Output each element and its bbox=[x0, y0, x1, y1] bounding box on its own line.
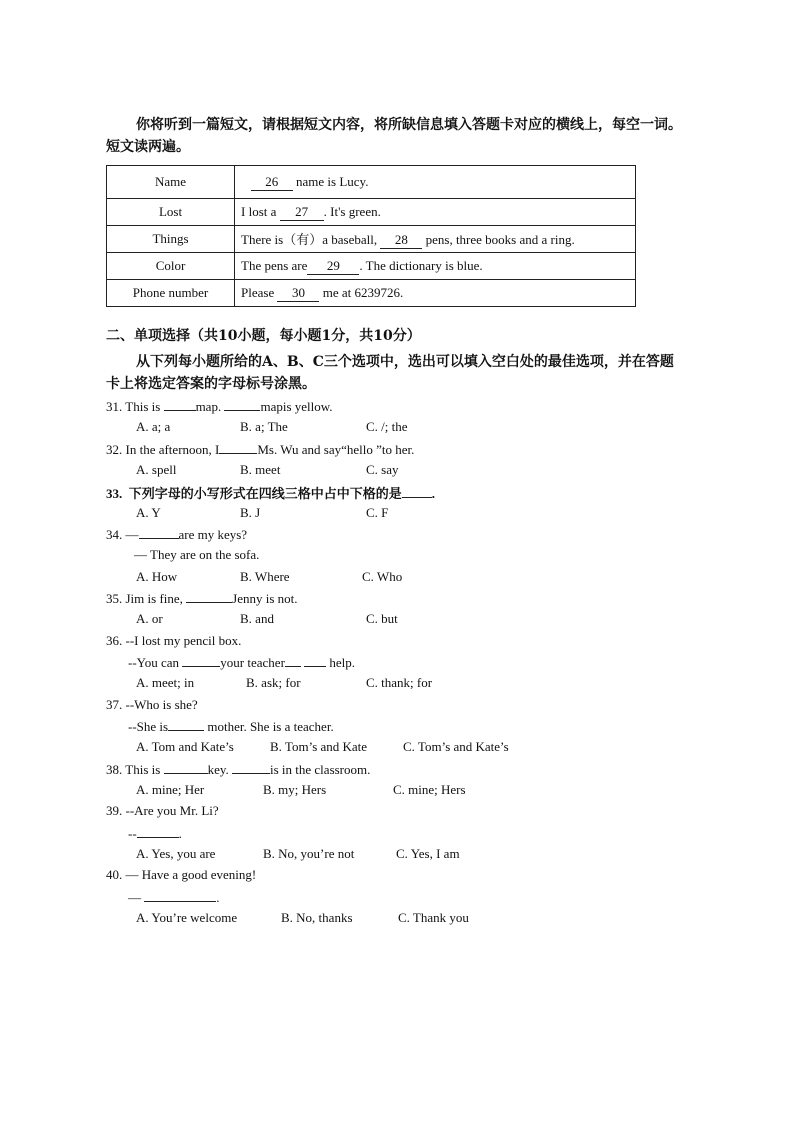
question-35: 35. Jim is fine, Jenny is not. bbox=[106, 591, 298, 606]
question-37-line-2: --She is mother. She is a teacher. bbox=[128, 719, 334, 734]
answer-blank[interactable] bbox=[139, 526, 179, 539]
instruction-line-1: 从下列每小题所给的A、B、C三个选项中，选出可以填入空白处的最佳选项，并在答题 bbox=[136, 354, 674, 370]
question-40-line-2: — . bbox=[128, 890, 220, 905]
question-39-line-2: -- . bbox=[128, 826, 182, 841]
question-32: 32. In the afternoon, I Ms. Wu and say“hello ”to her. bbox=[106, 442, 415, 457]
row-key: Color bbox=[107, 253, 235, 280]
question-31: 31. This is map. mapis yellow. bbox=[106, 399, 333, 414]
instruction-line-2: 卡上将选定答案的字母标号涂黑。 bbox=[106, 376, 316, 392]
answer-blank[interactable] bbox=[224, 398, 260, 411]
option-a[interactable]: A. spell bbox=[136, 462, 177, 477]
option-a[interactable]: A. a; a bbox=[136, 419, 171, 434]
option-b[interactable]: B. Where bbox=[240, 569, 290, 584]
row-value: The pens are 29 . The dictionary is blue. bbox=[235, 253, 636, 280]
answer-blank[interactable] bbox=[304, 654, 326, 667]
option-b[interactable]: B. Tom’s and Kate bbox=[270, 739, 368, 754]
question-36: 36. --I lost my pencil box. bbox=[106, 633, 242, 648]
option-c[interactable]: C. Thank you bbox=[398, 910, 469, 925]
row-key: Phone number bbox=[107, 280, 235, 307]
row-value: I lost a 27 . It's green. bbox=[235, 199, 636, 226]
option-c[interactable]: C. F bbox=[366, 505, 389, 520]
section-title: 二、单项选择（共10小题，每小题1分，共10分） bbox=[106, 328, 421, 344]
answer-blank[interactable] bbox=[285, 654, 301, 667]
row-key: Name bbox=[107, 166, 235, 199]
option-b[interactable]: B. a; The bbox=[240, 419, 288, 434]
row-value: Please 30 me at 6239726. bbox=[235, 280, 636, 307]
option-a[interactable]: A. mine; Her bbox=[136, 782, 205, 797]
option-b[interactable]: B. ask; for bbox=[246, 675, 301, 690]
answer-blank[interactable] bbox=[164, 761, 208, 774]
section-instructions bbox=[106, 351, 696, 395]
answer-blank[interactable] bbox=[137, 825, 179, 838]
option-b[interactable]: B. J bbox=[240, 505, 261, 520]
question-37: 37. --Who is she? bbox=[106, 697, 198, 712]
option-b[interactable]: B. my; Hers bbox=[263, 782, 327, 797]
row-value: There is（有）a baseball, 28 pens, three books and a ring. bbox=[235, 226, 636, 253]
answer-blank[interactable] bbox=[144, 889, 216, 902]
question-34: 34. — are my keys? bbox=[106, 527, 248, 542]
info-table bbox=[106, 165, 636, 307]
question-39: 39. --Are you Mr. Li? bbox=[106, 803, 219, 818]
answer-blank-29[interactable]: 29 bbox=[307, 258, 359, 275]
table-row bbox=[107, 280, 636, 307]
table-row bbox=[107, 166, 636, 199]
option-c[interactable]: C. Tom’s and Kate’s bbox=[403, 739, 509, 754]
option-b[interactable]: B. and bbox=[240, 611, 274, 626]
option-a[interactable]: A. meet; in bbox=[136, 675, 195, 690]
option-a[interactable]: A. How bbox=[136, 569, 178, 584]
answer-blank[interactable] bbox=[219, 441, 257, 454]
question-36-line-2: --You can your teacher help. bbox=[128, 655, 356, 670]
option-b[interactable]: B. No, thanks bbox=[281, 910, 353, 925]
option-c[interactable]: C. Who bbox=[362, 569, 403, 584]
question-40: 40. — Have a good evening! bbox=[106, 867, 257, 882]
row-key: Things bbox=[107, 226, 235, 253]
question-34-response: — They are on the sofa. bbox=[134, 547, 260, 562]
option-c[interactable]: C. thank; for bbox=[366, 675, 433, 690]
instruction-line-1: 你将听到一篇短文，请根据短文内容，将所缺信息填入答题卡对应的横线上，每空一词。 bbox=[136, 117, 682, 133]
option-c[interactable]: C. but bbox=[366, 611, 398, 626]
option-b[interactable]: B. No, you’re not bbox=[263, 846, 355, 861]
answer-blank[interactable] bbox=[164, 398, 196, 411]
option-c[interactable]: C. mine; Hers bbox=[393, 782, 466, 797]
table-row bbox=[107, 199, 636, 226]
option-a[interactable]: A. Y bbox=[136, 505, 161, 520]
question-38: 38. This is key. is in the classroom. bbox=[106, 762, 371, 777]
option-a[interactable]: A. Yes, you are bbox=[136, 846, 216, 861]
answer-blank-27[interactable]: 27 bbox=[280, 204, 324, 221]
table-row bbox=[107, 226, 636, 253]
answer-blank-30[interactable]: 30 bbox=[277, 285, 319, 302]
option-c[interactable]: C. Yes, I am bbox=[396, 846, 460, 861]
answer-blank[interactable] bbox=[168, 718, 204, 731]
instruction-line-2: 短文读两遍。 bbox=[106, 139, 190, 155]
listening-instructions bbox=[106, 114, 696, 158]
option-b[interactable]: B. meet bbox=[240, 462, 281, 477]
option-a[interactable]: A. or bbox=[136, 611, 163, 626]
row-value: 26 name is Lucy. bbox=[235, 166, 636, 199]
question-33: 33. 下列字母的小写形式在四线三格中占中下格的是 . bbox=[106, 486, 436, 501]
answer-blank[interactable] bbox=[182, 654, 220, 667]
answer-blank-28[interactable]: 28 bbox=[380, 232, 422, 249]
answer-blank[interactable] bbox=[402, 485, 432, 498]
option-c[interactable]: C. /; the bbox=[366, 419, 408, 434]
option-a[interactable]: A. Tom and Kate’s bbox=[136, 739, 234, 754]
option-a[interactable]: A. You’re welcome bbox=[136, 910, 238, 925]
answer-blank-26[interactable]: 26 bbox=[251, 174, 293, 191]
answer-blank[interactable] bbox=[232, 761, 270, 774]
option-c[interactable]: C. say bbox=[366, 462, 399, 477]
row-key: Lost bbox=[107, 199, 235, 226]
answer-blank[interactable] bbox=[186, 590, 232, 603]
table-row bbox=[107, 253, 636, 280]
